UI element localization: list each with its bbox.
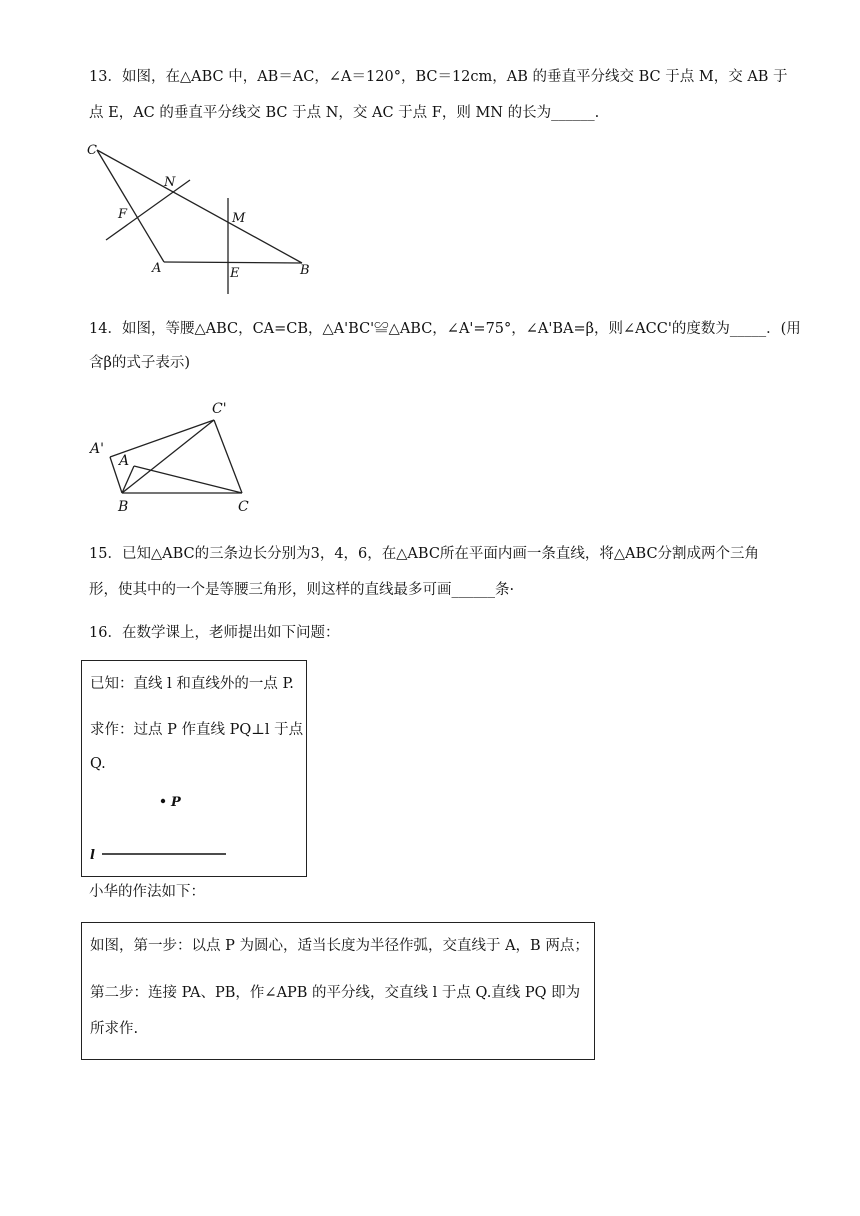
q13-label-m: M: [232, 211, 246, 226]
q14-line-1: 14．如图，等腰△ABC，CA=CB，△A'BC'≌△ABC，∠A'=75°，∠A'BA=β，则∠ACC'的度数为_____．(用: [89, 321, 801, 337]
q13-figure: [80, 140, 330, 300]
q13-label-a: A: [152, 261, 162, 276]
q13-side-ab: [164, 262, 302, 263]
q16-point-p: [161, 799, 165, 803]
q14-label-c: C: [238, 499, 249, 515]
q13-side-cb: [97, 150, 302, 263]
q13-label-e: E: [230, 266, 240, 281]
q13-label-b: B: [300, 263, 310, 278]
q14-label-c-prime: C': [212, 401, 227, 417]
q13-label-f: F: [118, 207, 128, 222]
q16-task-line-1: 求作：过点 P 作直线 PQ⊥l 于点: [90, 722, 304, 738]
q14-label-a: A: [119, 453, 130, 469]
q16-intro: 16．在数学课上，老师提出如下问题：: [89, 625, 340, 641]
q14-figure: [86, 395, 266, 520]
q14-line-2: 含β的式子表示): [89, 355, 191, 371]
q16-method-title: 小华的作法如下：: [89, 884, 205, 900]
q13-line-1: 13．如图，在△ABC 中，AB＝AC，∠A＝120°，BC＝12cm，AB 的垂直平分线交 BC 于点 M，交 AB 于: [89, 69, 788, 85]
q14-label-b: B: [118, 499, 129, 515]
q15-line-1: 15．已知△ABC的三条边长分别为3，4，6，在△ABC所在平面内画一条直线，将△ABC分割成两个三角: [89, 546, 760, 562]
q16-label-l: l: [90, 848, 95, 863]
q13-line-2: 点 E，AC 的垂直平分线交 BC 于点 N，交 AC 于点 F，则 MN 的长为______.: [89, 105, 600, 121]
q13-label-n: N: [164, 175, 176, 190]
q16-construction-figure: [82, 786, 306, 876]
q13-label-c: C: [87, 143, 97, 158]
q15-line-2: 形，使其中的一个是等腰三角形，则这样的直线最多可画______条·: [89, 582, 515, 598]
q14-label-a-prime: A': [90, 441, 104, 457]
q16-task-line-2: Q.: [90, 756, 106, 772]
q16-step-2-line-1: 第二步：连接 PA、PB，作∠APB 的平分线，交直线 l 于点 Q.直线 PQ 即为: [90, 985, 581, 1001]
q16-label-p: P: [171, 795, 181, 810]
q16-step-1: 如图，第一步：以点 P 为圆心，适当长度为半径作弧，交直线于 A，B 两点；: [90, 938, 589, 954]
q16-step-2-line-2: 所求作.: [90, 1021, 139, 1037]
q16-problem-box: [81, 660, 307, 877]
q16-method-box: [81, 922, 595, 1060]
q16-given: 已知：直线 l 和直线外的一点 P.: [90, 676, 294, 692]
